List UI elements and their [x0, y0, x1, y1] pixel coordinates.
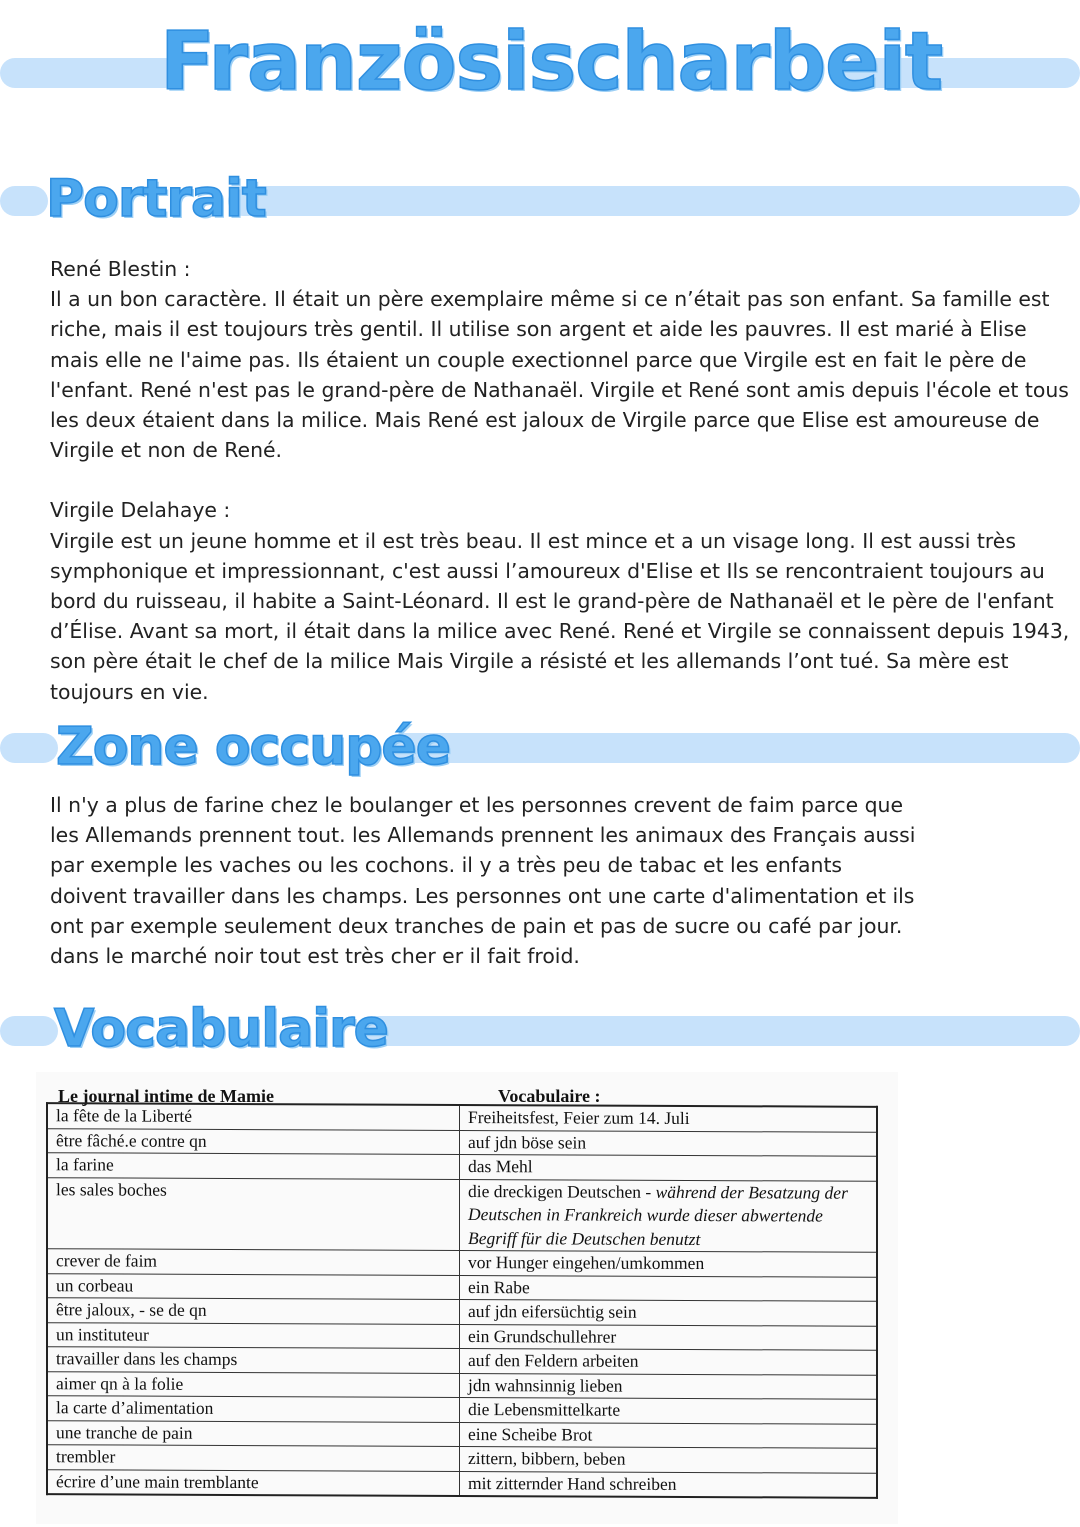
table-row — [47, 1153, 877, 1181]
page-title: Französischarbeit — [160, 15, 943, 108]
portrait-band-right — [228, 186, 1080, 216]
vocab-table — [46, 1102, 878, 1499]
zone-section — [50, 790, 920, 971]
zone-text: Il n'y a plus de farine chez le boulanger et les personnes crevent de faim parce que les Allemands prennent tout. les Allemands prennent les animaux des Français aussi par exemple les vaches ou les cochons. il y a très peu de tabac et les enfants doivent travailler dans les champs. Les personnes ont une carte d'alimentation et ils ont par exemple seulement deux tranches de pain et pas de sucre ou café par jour. dans le marché noir tout est très cher er il fait froid. — [50, 793, 916, 969]
vocab-fr: trembler — [47, 1445, 460, 1471]
vocab-de: ein Rabe — [460, 1275, 878, 1301]
table-row — [47, 1371, 877, 1399]
table-row — [47, 1128, 877, 1156]
vocab-fr: aimer qn à la folie — [47, 1371, 460, 1397]
vocab-fr: être jaloux, - se de qn — [47, 1298, 460, 1324]
virgile-name: Virgile Delahaye : — [50, 498, 231, 523]
zone-band-left — [0, 733, 58, 763]
vocab-de: zittern, bibbern, beben — [460, 1446, 878, 1472]
zone-heading: Zone occupée — [56, 717, 450, 777]
table-row — [47, 1322, 877, 1350]
table-row — [47, 1396, 877, 1424]
portrait-section — [50, 254, 1070, 707]
vocab-de-cell — [460, 1179, 878, 1252]
table-row — [47, 1347, 877, 1375]
portrait-band-left — [0, 186, 48, 216]
table-row — [47, 1103, 877, 1132]
table-row — [47, 1177, 877, 1252]
table-row — [47, 1298, 877, 1326]
vocab-de: vor Hunger eingehen/umkommen — [460, 1250, 878, 1276]
vocab-fr: la farine — [47, 1153, 460, 1179]
table-row — [47, 1273, 877, 1301]
vocab-de: mit zitternder Hand schreiben — [460, 1471, 878, 1498]
rene-name: René Blestin : — [50, 257, 191, 281]
vocab-de: auf jdn böse sein — [460, 1130, 878, 1156]
rene-description: Il a un bon caractère. Il était un père exemplaire même si ce n’était pas son enfant. Sa famille est riche, mais il est toujours très gentil. Il utilise son argent et aide les pauvres. Il est marié à Elise mais elle ne l'aime pas. Ils étaient un couple exectionnel parce que Virgile est en fait le père de l'enfant. René n'est pas le grand-père de Nathanaël. Virgile et René sont amis depuis l'école et tous les deux étaient dans la milice. Mais René est jaloux de Virgile parce que Elise est amoureuse de Virgile et non de René. — [50, 287, 1069, 463]
vocab-fr: être fâché.e contre qn — [47, 1128, 460, 1154]
vocab-de: das Mehl — [460, 1154, 878, 1180]
vocab-band-left — [0, 1016, 58, 1046]
portrait-heading: Portrait — [46, 169, 266, 229]
vocab-note: während der Besatzung der Deutschen in Frankreich wurde dieser abwertende Begriff für die Deutschen benutzt — [468, 1181, 848, 1249]
table-row — [47, 1469, 877, 1498]
vocab-fr: écrire d’une main tremblante — [47, 1469, 460, 1496]
vocab-col1-header: Le journal intime de Mamie — [58, 1086, 274, 1106]
title-band-left — [0, 58, 180, 88]
vocab-de: die dreckigen Deutschen - — [468, 1180, 652, 1202]
vocab-fr: une tranche de pain — [47, 1420, 460, 1446]
vocab-fr: travailler dans les champs — [47, 1347, 460, 1373]
vocab-fr: la fête de la Liberté — [47, 1103, 460, 1130]
vocab-de: eine Scheibe Brot — [460, 1422, 878, 1448]
vocab-band-right — [362, 1016, 1080, 1046]
virgile-description: Virgile est un jeune homme et il est très beau. Il est mince et a un visage long. Il est aussi très symphonique et impressionnant, c'est aussi l’amoureux d'Elise et Ils se rencontraient toujours au bord du ruisseau, il habite a Saint-Léonard. Il est le grand-père de Nathanaël et le père de l'enfant d’Élise. Avant sa mort, il était dans la milice avec René. René et Virgile se connaissent depuis 1943, son père était le chef de la milice Mais Virgile a résisté et les allemands l’ont tué. Sa mère est toujours en vie. — [50, 528, 1070, 704]
zone-band-right — [390, 733, 1080, 763]
vocab-fr: un corbeau — [47, 1273, 460, 1299]
table-row — [47, 1445, 877, 1473]
vocab-de: jdn wahnsinnig lieben — [460, 1373, 878, 1399]
vocab-de: Freiheitsfest, Feier zum 14. Juli — [460, 1105, 878, 1132]
vocab-fr: un instituteur — [47, 1322, 460, 1348]
vocab-de: ein Grundschullehrer — [460, 1324, 878, 1350]
table-row — [47, 1249, 877, 1277]
vocab-fr: crever de faim — [47, 1249, 460, 1275]
vocab-heading: Vocabulaire — [54, 999, 388, 1059]
vocab-table-scan — [36, 1072, 898, 1524]
vocab-fr: les sales boches — [47, 1177, 460, 1250]
vocab-de: auf den Feldern arbeiten — [460, 1348, 878, 1374]
vocab-col2-header: Vocabulaire : — [498, 1086, 601, 1106]
table-row — [47, 1420, 877, 1448]
vocab-de: die Lebensmittelkarte — [460, 1397, 878, 1423]
vocab-de: auf jdn eifersüchtig sein — [460, 1299, 878, 1325]
vocab-fr: la carte d’alimentation — [47, 1396, 460, 1422]
